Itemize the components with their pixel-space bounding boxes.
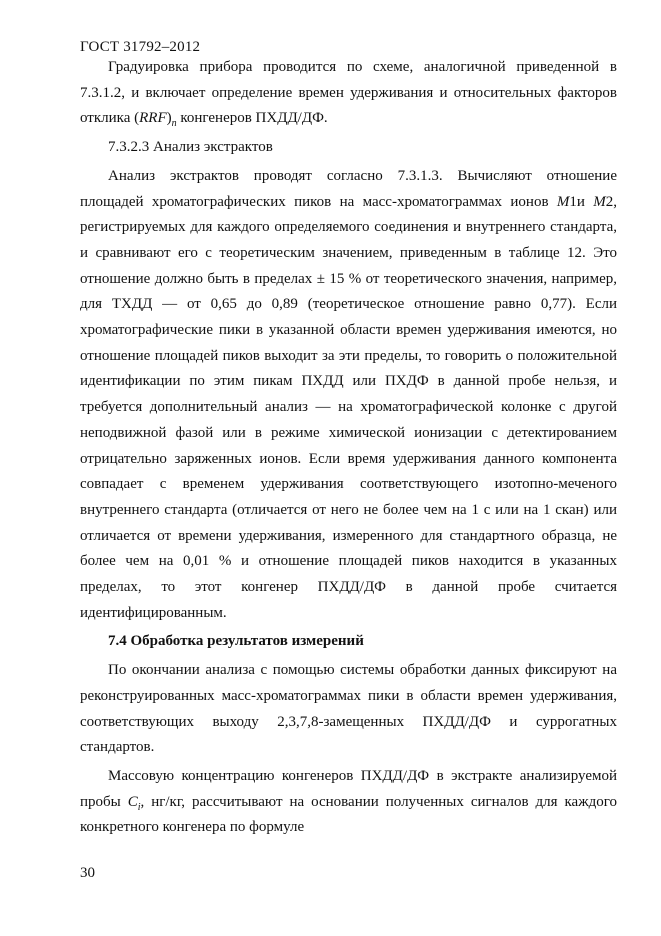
paragraph-calibration: Градуировка прибора проводится по схеме, аналогичной приведенной в 7.3.1.2, и включает определение времен удерживания и относительных факторов отклика $(RRF)_n$ конгенеров ПХДД/ДФ.: [80, 59, 617, 130]
section-heading-7-4: 7.4 Обработка результатов измерений: [108, 633, 364, 650]
document-header: [80, 37, 200, 57]
paragraph-mass-concentration: Массовую концентрацию конгенеров ПХДД/ДФ в экстракте анализируемой пробы $C_i$, нг/кг, рассчитывают на основании полученных сигналов для каждого конкретного конгенера по формуле: [80, 767, 617, 836]
standard-number: ГОСТ 31792–2012: [80, 39, 201, 55]
section-heading-7-3-2-3: 7.3.2.3 Анализ экстрактов: [108, 139, 273, 156]
rrf-subscript: n: [171, 118, 177, 130]
page-number: 30: [80, 865, 95, 881]
body-text: [80, 55, 617, 841]
page-footer: [80, 863, 95, 883]
paragraph-extract-analysis: Анализ экстрактов проводят согласно 7.3.1.3. Вычисляют отношение площадей хроматографических пиков на масс-хроматограммах ионов M1и M2, регистрируемых для каждого определяемого соединения и внутреннего стандарта, и сравнивают его с теоретическим значением, приведенным в таблице 12. Это отношение должно быть в пределах ± 15 % от теоретического значения, например, для ТХДД — от 0,65 до 0,89 (теоретическое отношение равно 0,77). Если хроматографические пики в указанной области времен удерживания имеются, но отношение площадей пиков выходит за эти пределы, то говорить о положительной идентификации по этим пикам ПХДД или ПХДФ в данной пробе нельзя, и требуется дополнительный анализ — на хроматографической колонке с другой неподвижной фазой или в режиме химической ионизации с детектированием отрицательно заряженных ионов. Если время удерживания данного компонента совпадает с временем удерживания соответствующего изотопно-меченого внутреннего стандарта (отличается от него не более чем на 1 с или на 1 скан) или отличается от времени удерживания, измеренного для стандартного образца, не более чем на 0,01 % и отношение площадей пиков находится в указанных пределах, то этот конгенер ПХДД/ДФ в данной пробе считается идентифицированным.: [80, 167, 617, 621]
paragraph-processing: По окончании анализа с помощью системы обработки данных фиксируют на реконструированных масс-хроматограммах пики в области времен удерживания, соответствующих выходу 2,3,7,8-замещенных ПХДД/ДФ и суррогатных стандартов.: [80, 662, 617, 756]
rrf-symbol: RRF: [139, 110, 167, 127]
